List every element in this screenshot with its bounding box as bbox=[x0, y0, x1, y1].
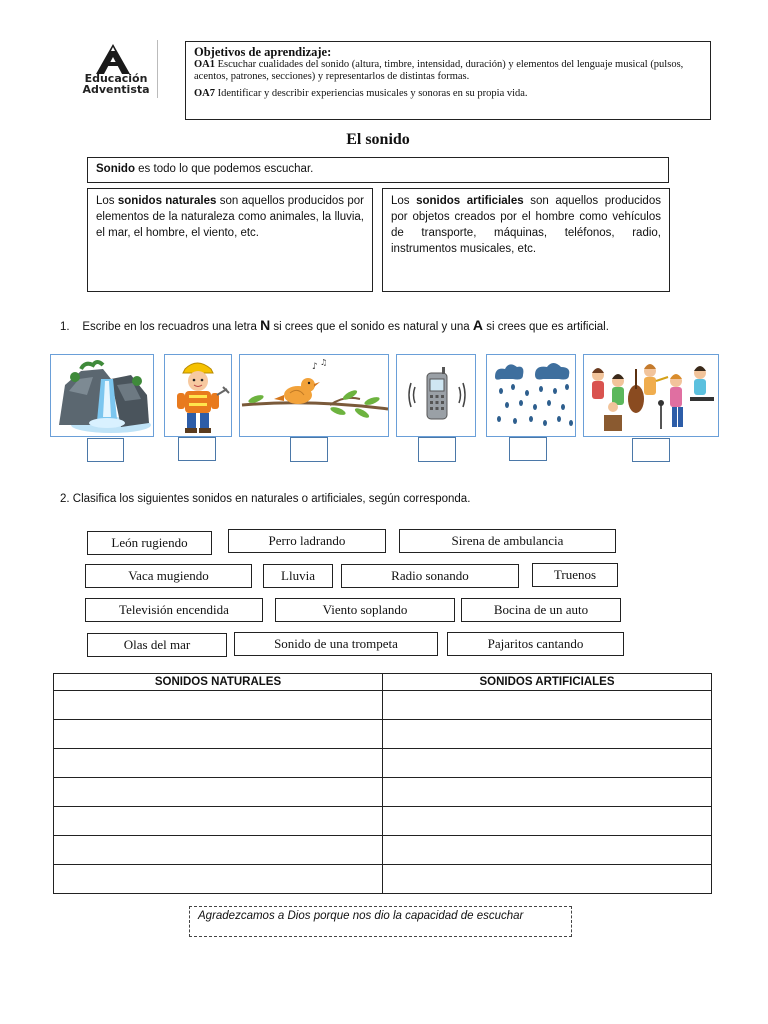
natural-cell[interactable] bbox=[54, 720, 383, 749]
objective-oa7 bbox=[194, 88, 702, 100]
artificial-cell[interactable] bbox=[383, 807, 712, 836]
question-text-part2: si crees que el sonido es natural y una bbox=[270, 321, 473, 333]
logo-line-1: Educación bbox=[84, 72, 148, 85]
table-row bbox=[54, 807, 712, 836]
sound-chip: Lluvia bbox=[263, 564, 333, 588]
artificial-cell[interactable] bbox=[383, 836, 712, 865]
rain-clouds-image bbox=[486, 354, 576, 437]
table-header-row bbox=[54, 674, 712, 691]
music-band-image bbox=[583, 354, 719, 437]
letter-a: A bbox=[472, 317, 483, 333]
objective-text: Escuchar cualidades del sonido (altura, timbre, intensidad, duración) y elementos del lenguaje musical (pulsos, acentos, patrones, secciones) y representarlos de distintas formas. bbox=[194, 59, 684, 82]
sound-chip: Vaca mugiendo bbox=[85, 564, 252, 588]
waterfall-image bbox=[50, 354, 154, 437]
sound-chip: Viento soplando bbox=[275, 598, 455, 622]
page-title: El sonido bbox=[346, 131, 410, 148]
answer-box-waterfall[interactable] bbox=[87, 438, 124, 462]
rain-clouds-icon bbox=[487, 355, 576, 437]
objectives-box bbox=[185, 41, 711, 120]
artificial-cell[interactable] bbox=[383, 749, 712, 778]
sound-chip: Olas del mar bbox=[87, 633, 227, 657]
logo-divider bbox=[157, 40, 158, 98]
answer-box-band[interactable] bbox=[632, 438, 670, 462]
natural-pre: Los bbox=[96, 195, 118, 207]
letter-n: N bbox=[260, 317, 271, 333]
natural-cell[interactable] bbox=[54, 865, 383, 894]
answer-box-bird[interactable] bbox=[290, 437, 328, 462]
construction-worker-icon bbox=[165, 355, 232, 437]
definition-box bbox=[87, 157, 669, 183]
footer-message: Agradezcamos a Dios porque nos dio la capacidad de escuchar bbox=[189, 906, 572, 937]
sound-chip: Televisión encendida bbox=[85, 598, 263, 622]
natural-term: sonidos naturales bbox=[117, 195, 217, 207]
definition-text: es todo lo que podemos escuchar. bbox=[134, 163, 314, 175]
sound-chip: Perro ladrando bbox=[228, 529, 386, 553]
objective-code: OA1 bbox=[194, 59, 215, 70]
educacion-adventista-logo-icon bbox=[96, 44, 130, 74]
sound-chip: Radio sonando bbox=[341, 564, 519, 588]
objectives-title: Objetivos de aprendizaje: bbox=[194, 45, 332, 59]
natural-cell[interactable] bbox=[54, 807, 383, 836]
question-2: 2. Clasifica los siguientes sonidos en naturales o artificiales, según corresponda. bbox=[60, 493, 471, 505]
sound-chip: León rugiendo bbox=[87, 531, 212, 555]
artificial-cell[interactable] bbox=[383, 778, 712, 807]
table-row bbox=[54, 778, 712, 807]
sound-chip: Bocina de un auto bbox=[461, 598, 621, 622]
natural-text: son aquellos producidos por elementos de la naturaleza como animales, la lluvia, el mar, el hombre, el viento, etc. bbox=[96, 195, 364, 239]
definition-term: Sonido bbox=[96, 163, 135, 175]
table-row bbox=[54, 836, 712, 865]
answer-box-construction-worker[interactable] bbox=[178, 437, 216, 461]
natural-cell[interactable] bbox=[54, 836, 383, 865]
waterfall-icon bbox=[51, 355, 154, 437]
music-band-icon bbox=[584, 355, 719, 437]
bird-on-branch-icon bbox=[240, 355, 389, 437]
objective-oa1 bbox=[194, 59, 702, 83]
sound-chip: Sonido de una trompeta bbox=[234, 632, 438, 656]
natural-cell[interactable] bbox=[54, 749, 383, 778]
svg-text:♪: ♪ bbox=[312, 362, 318, 372]
artificial-term: sonidos artificiales bbox=[416, 195, 524, 207]
artificial-text: son aquellos producidos por objetos creados por el hombre como vehículos de transporte, máquinas, teléfonos, radio, instrumentos musicales, etc. bbox=[391, 195, 661, 255]
question-text-part3: si crees que es artificial. bbox=[483, 321, 609, 333]
mobile-phone-image bbox=[396, 354, 476, 437]
logo-wordmark bbox=[74, 73, 158, 95]
question-number: 1. bbox=[60, 321, 70, 333]
answer-box-rain[interactable] bbox=[509, 437, 547, 461]
logo-line-2: Adventista bbox=[82, 83, 150, 96]
table-row bbox=[54, 720, 712, 749]
classification-table bbox=[53, 673, 712, 894]
natural-cell[interactable] bbox=[54, 778, 383, 807]
artificial-cell[interactable] bbox=[383, 691, 712, 720]
sound-chip: Sirena de ambulancia bbox=[399, 529, 616, 553]
natural-cell[interactable] bbox=[54, 691, 383, 720]
objective-text: Identificar y describir experiencias musicales y sonoras en su propia vida. bbox=[217, 88, 528, 99]
svg-text:♫: ♫ bbox=[320, 358, 328, 367]
sound-chip: Pajaritos cantando bbox=[447, 632, 624, 656]
natural-sounds-box bbox=[87, 188, 373, 292]
objective-code: OA7 bbox=[194, 88, 215, 99]
header-artificial-sounds: SONIDOS ARTIFICIALES bbox=[383, 674, 712, 691]
sound-chip: Truenos bbox=[532, 563, 618, 587]
question-1 bbox=[60, 317, 609, 333]
table-row bbox=[54, 749, 712, 778]
construction-worker-image bbox=[164, 354, 232, 437]
artificial-cell[interactable] bbox=[383, 720, 712, 749]
table-row bbox=[54, 691, 712, 720]
answer-box-phone[interactable] bbox=[418, 437, 456, 462]
header-natural-sounds: SONIDOS NATURALES bbox=[54, 674, 383, 691]
artificial-pre: Los bbox=[391, 195, 417, 207]
bird-on-branch-image bbox=[239, 354, 389, 437]
mobile-phone-icon bbox=[397, 355, 476, 437]
question-text-part1: Escribe en los recuadros una letra bbox=[82, 321, 261, 333]
artificial-cell[interactable] bbox=[383, 865, 712, 894]
table-row bbox=[54, 865, 712, 894]
artificial-sounds-box bbox=[382, 188, 670, 292]
